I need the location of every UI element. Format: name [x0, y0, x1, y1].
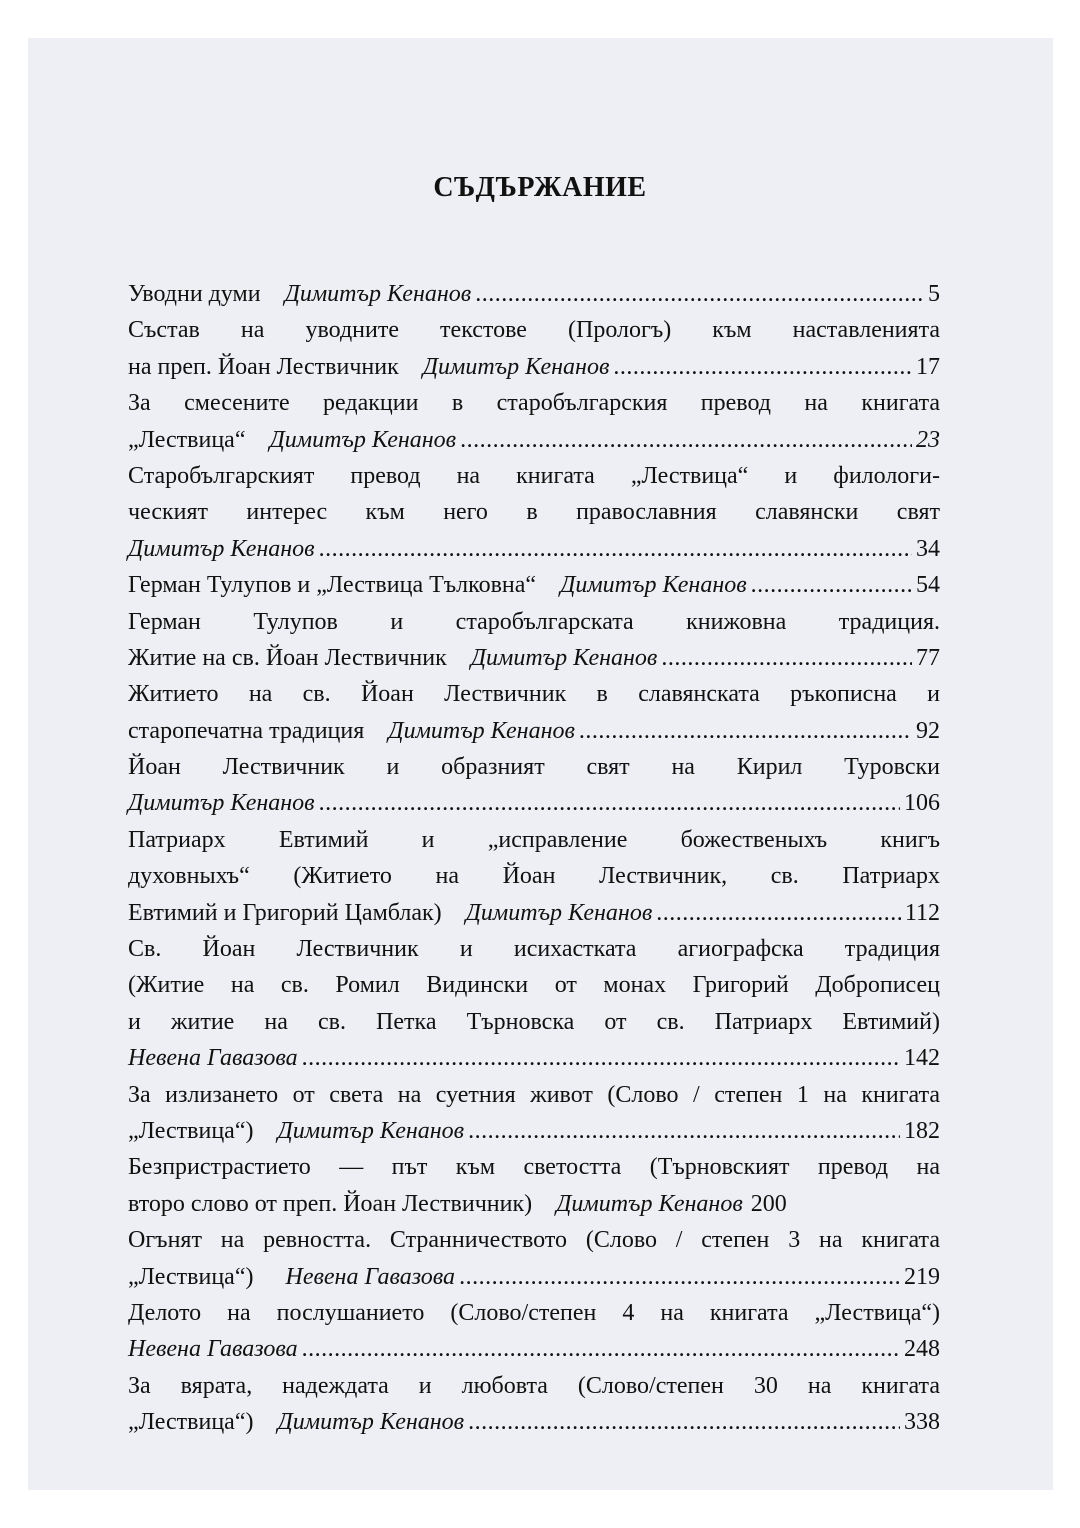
leader-dots [475, 276, 924, 312]
toc-entry-text: Старобългарският превод на книгата „Лествица“ и филологи- [128, 462, 940, 489]
toc-entry-page: 248 [904, 1336, 940, 1363]
toc-entry-text: Йоан Лествичник и образният свят на Кирил Туровски [128, 754, 940, 781]
leader-dots [468, 1404, 900, 1440]
toc-entry-author: Димитър Кенанов [284, 281, 472, 307]
toc-entry-text: ческият интерес към него в православния славянски свят [128, 499, 940, 526]
toc-line [128, 749, 940, 785]
toc-entry-author: Димитър Кенанов [560, 572, 747, 599]
toc-entry-text: Герман Тулупов и старобългарската книжовна традиция. [128, 608, 940, 635]
toc-entry-text: Делото на послушанието (Слово/степен 4 на книгата „Лествица“) [128, 1299, 940, 1326]
toc-entry-author: Невена Гавазова [128, 1336, 298, 1363]
toc-line [128, 640, 940, 676]
toc-line [128, 385, 940, 421]
toc-entry-text: Огънят на ревността. Странничеството (Слово / степен 3 на книгата [128, 1227, 940, 1254]
toc-entry-author: Димитър Кенанов [556, 1190, 743, 1217]
toc-line [128, 1149, 940, 1185]
toc-entry-text: За излизането от света на суетния живот (Слово / степен 1 на книгата [128, 1081, 940, 1108]
toc-line [128, 1404, 940, 1440]
toc-line [128, 1295, 940, 1331]
toc-entry-author: Димитър Кенанов [128, 535, 315, 562]
toc-entry-text: Евтимий и Григорий Цамблак) [128, 899, 442, 926]
leader-dots [656, 895, 901, 931]
toc-line [128, 567, 940, 603]
toc-line [128, 858, 940, 894]
toc-line [128, 531, 940, 567]
toc-line [128, 276, 940, 312]
toc-line [128, 895, 940, 931]
toc-entry-page: 77 [916, 644, 940, 671]
toc-entry-text: „Лествица“) [128, 1117, 254, 1144]
toc-entry-page: 54 [916, 572, 940, 599]
toc-entry-author: Димитър Кенанов [470, 644, 658, 671]
toc-line [128, 1040, 940, 1076]
leader-dots [459, 1259, 900, 1295]
toc-entry-text: на преп. Йоан Лествичник [128, 353, 399, 380]
toc-entry-text: второ слово от преп. Йоан Лествичник) [128, 1190, 533, 1217]
toc-line [128, 1004, 940, 1040]
toc-entry-text: и житие на св. Петка Търновска от св. Патриарх Евтимий) [128, 1008, 940, 1035]
toc-entry-text: (Житие на св. Ромил Видински от монах Григорий Доброписец [128, 972, 940, 999]
toc-entry-page: 142 [904, 1045, 940, 1072]
toc-line [128, 676, 940, 712]
toc-entry-page: 200 [750, 1190, 787, 1217]
leader-dots [613, 349, 912, 385]
toc-entry-text: „Лествица“) [128, 1263, 254, 1290]
toc-entry-text: Уводни думи [128, 281, 261, 307]
toc-line [128, 312, 940, 348]
toc-entry-text: За вярата, надеждата и любовта (Слово/степен 30 на книгата [128, 1372, 940, 1399]
toc-entry-text: Герман Тулупов и „Лествица Тълковна“ [128, 572, 537, 599]
leader-dots [302, 1040, 900, 1076]
toc-entry-page: 17 [916, 353, 940, 380]
toc-line [128, 1259, 940, 1295]
toc-entry-page: 106 [904, 790, 940, 817]
toc-entry-page: 112 [904, 899, 940, 926]
toc-entry-author: Невена Гавазова [128, 1045, 298, 1072]
toc-line [128, 1113, 940, 1149]
toc-entry-author: Димитър Кенанов [465, 899, 653, 926]
table-of-contents [128, 276, 940, 1441]
toc-entry-page: 219 [904, 1263, 940, 1290]
toc-entry-text: старопечатна традиция [128, 717, 365, 744]
toc-line [128, 931, 940, 967]
toc-entry-text: Житие на св. Йоан Лествичник [128, 644, 447, 671]
toc-entry-text: „Лествица“) [128, 1409, 254, 1436]
toc-entry-author: Димитър Кенанов [422, 353, 610, 380]
leader-dots [460, 422, 912, 458]
toc-line [128, 1077, 940, 1113]
leader-dots [302, 1331, 900, 1367]
leader-dots [751, 567, 912, 603]
leader-dots [579, 713, 912, 749]
toc-line [128, 785, 940, 821]
toc-line [128, 494, 940, 530]
toc-entry-text: Житието на св. Йоан Лествичник в славянската ръкописна и [128, 681, 940, 708]
toc-entry-page: 5 [928, 281, 940, 307]
toc-entry-text: духовныхъ“ (Житието на Йоан Лествичник, св. Патриарх [128, 863, 940, 890]
toc-entry-page: 182 [904, 1117, 940, 1144]
toc-entry-page: 338 [904, 1409, 940, 1436]
toc-entry-author: Димитър Кенанов [269, 426, 457, 453]
leader-dots [468, 1113, 900, 1149]
toc-line [128, 422, 940, 458]
toc-line [128, 1186, 940, 1222]
toc-entry-author: Димитър Кенанов [277, 1409, 465, 1436]
toc-line [128, 1222, 940, 1258]
toc-entry-author: Димитър Кенанов [388, 717, 575, 744]
toc-entry-text: Състав на уводните текстове (Прологъ) към наставленията [128, 317, 940, 344]
toc-entry-text: Безпристрастието — път към светостта (Търновският превод на [128, 1154, 940, 1181]
toc-entry-page: 92 [916, 717, 940, 744]
toc-line [128, 822, 940, 858]
toc-line [128, 967, 940, 1003]
toc-entry-author: Димитър Кенанов [277, 1117, 465, 1144]
toc-line [128, 349, 940, 385]
leader-dots [319, 531, 912, 567]
toc-line [128, 1368, 940, 1404]
toc-entry-text: Патриарх Евтимий и „исправление божественыхъ книгъ [128, 826, 940, 853]
leader-dots [319, 785, 900, 821]
leader-dots [661, 640, 912, 676]
page-title: СЪДЪРЖАНИЕ [433, 172, 647, 203]
toc-line [128, 713, 940, 749]
toc-line [128, 1331, 940, 1367]
toc-entry-text: „Лествица“ [128, 426, 246, 453]
toc-entry-text: Св. Йоан Лествичник и исихастката агиографска традиция [128, 936, 940, 963]
toc-entry-page: 23 [916, 426, 940, 453]
toc-entry-author: Димитър Кенанов [128, 790, 315, 817]
toc-entry-text: За смесените редакции в старобългарския превод на книгата [128, 390, 940, 417]
toc-line [128, 604, 940, 640]
toc-entry-page: 34 [916, 535, 940, 562]
toc-entry-author: Невена Гавазова [285, 1263, 456, 1290]
toc-line [128, 458, 940, 494]
